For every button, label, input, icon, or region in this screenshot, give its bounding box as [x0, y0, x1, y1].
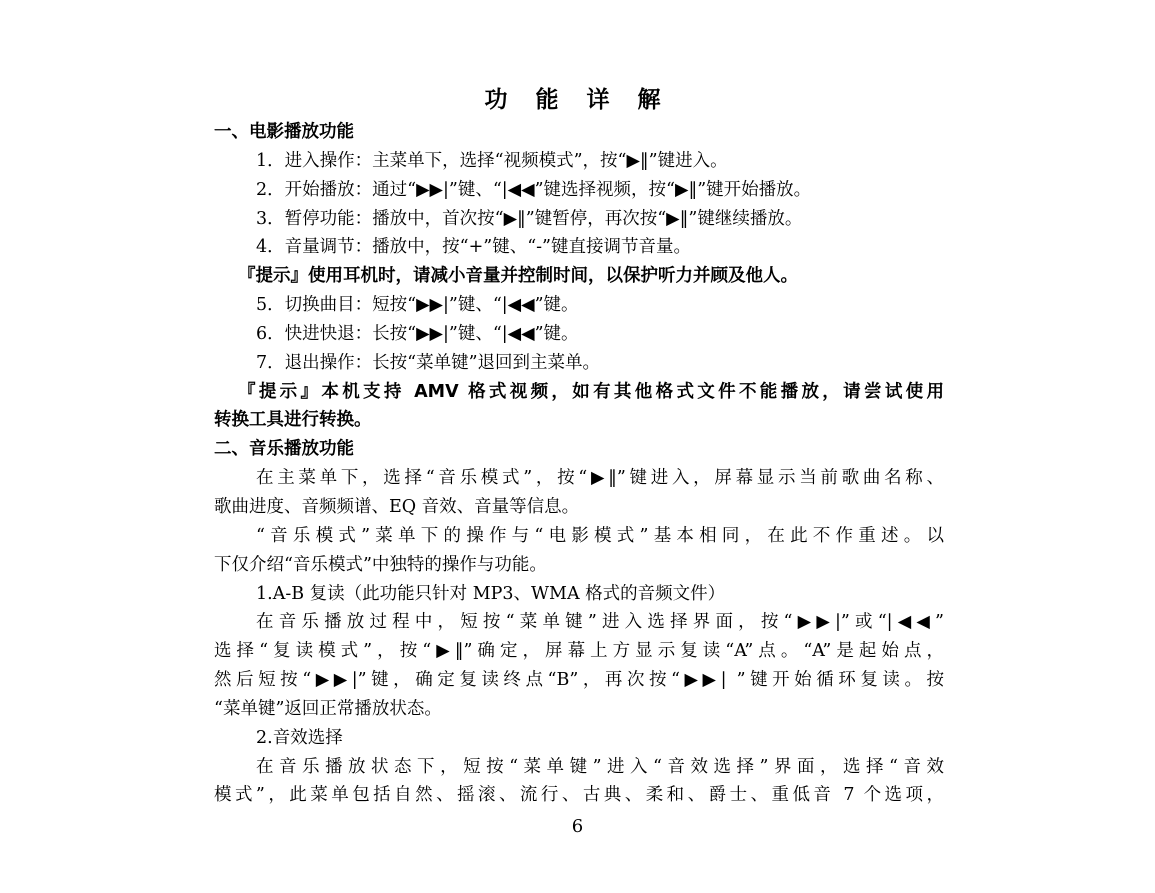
music-note-paragraph: “音乐模式”菜单下的操作与“电影模式”基本相同，在此不作重述。以	[256, 525, 944, 546]
movie-step-exit: 7．退出操作：长按“菜单键”退回到主菜单。	[256, 352, 601, 373]
page-number: 6	[571, 816, 584, 837]
movie-step-switch-track: 5．切换曲目：短按“▶▶|”键、“|◀◀”键。	[256, 295, 579, 316]
ab-repeat-heading: 1.A-B 复读（此功能只针对 MP3、WMA 格式的音频文件）	[256, 583, 726, 604]
page-body	[214, 118, 944, 810]
tip-amv-format-continued: 转换工具进行转换。	[214, 410, 372, 431]
section-heading-movie: 一、电影播放功能	[214, 122, 354, 142]
movie-step-pause: 3．暂停功能：播放中，首次按“▶‖”键暂停，再次按“▶‖”键继续播放。	[256, 208, 803, 229]
tip-earphone: 『提示』使用耳机时，请减小音量并控制时间，以保护听力并顾及他人。	[238, 266, 798, 287]
music-intro-paragraph: 在主菜单下，选择“音乐模式”，按“▶‖”键进入，屏幕显示当前歌曲名称、	[256, 468, 944, 489]
page-title: 功 能 详 解	[484, 87, 671, 113]
movie-step-enter: 1．进入操作：主菜单下，选择“视频模式”，按“▶‖”键进入。	[256, 150, 728, 171]
music-note-paragraph-continued: 下仅介绍“音乐模式”中独特的操作与功能。	[214, 554, 547, 575]
section-heading-music: 二、音乐播放功能	[214, 439, 354, 460]
music-intro-paragraph-continued: 歌曲进度、音频频谱、EQ 音效、音量等信息。	[214, 496, 580, 517]
ab-repeat-paragraph-line-3: 然后短按“▶▶|”键，确定复读终点“B”，再次按“▶▶| ”键开始循环复读。按	[214, 670, 944, 691]
movie-step-volume: 4．音量调节：播放中，按“+”键、“-”键直接调节音量。	[256, 237, 691, 258]
tip-amv-format: 『提示』本机支持 AMV 格式视频，如有其他格式文件不能播放，请尝试使用	[238, 381, 944, 402]
ab-repeat-paragraph-line-2: 选择“复读模式”，按“▶‖”确定，屏幕上方显示复读“A”点。“A”是起始点，	[214, 641, 944, 662]
eq-select-paragraph: 在音乐播放状态下，短按“菜单键”进入“音效选择”界面，选择“音效	[256, 756, 944, 777]
ab-repeat-paragraph: 在音乐播放过程中，短按“菜单键”进入选择界面，按“▶▶|”或“|◀◀”	[256, 612, 944, 633]
ab-repeat-paragraph-line-4: “菜单键”返回正常播放状态。	[214, 698, 442, 719]
eq-select-paragraph-continued: 模式”，此菜单包括自然、摇滚、流行、古典、柔和、爵士、重低音 7 个选项，	[214, 785, 944, 806]
movie-step-seek: 6．快进快退：长按“▶▶|”键、“|◀◀”键。	[256, 323, 579, 344]
movie-step-start: 2．开始播放：通过“▶▶|”键、“|◀◀”键选择视频，按“▶‖”键开始播放。	[256, 179, 812, 200]
eq-select-heading: 2.音效选择	[256, 727, 343, 748]
